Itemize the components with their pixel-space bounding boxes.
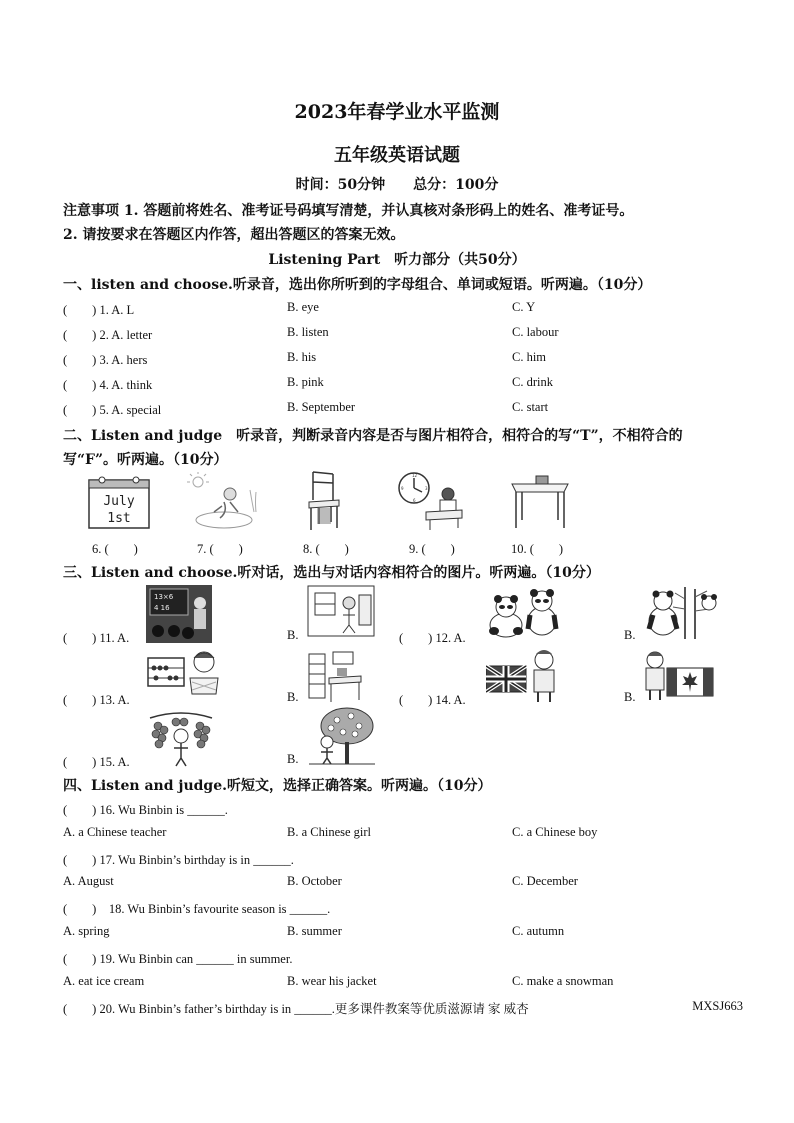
options-row (63, 825, 743, 845)
exam-subtitle: 五年级英语试题 (334, 145, 460, 166)
grapes-picture (146, 708, 216, 768)
options-row (63, 874, 743, 894)
swimming-boy-picture (184, 472, 264, 532)
option-a: A. spring (63, 924, 110, 938)
girl-shelves-picture (307, 585, 375, 637)
judge-6: 6. ( ) (92, 542, 138, 556)
option-b-13: B. (287, 690, 299, 704)
option-a: A. August (63, 874, 114, 888)
section3-title: 三、Listen and choose.听对话，选出与对话内容相符合的图片。听两遍。（10分） (63, 565, 600, 581)
options-row (63, 974, 743, 994)
question-row (63, 350, 743, 370)
board-text-2: 4 16 (154, 604, 170, 612)
option-b: B. a Chinese girl (287, 825, 372, 839)
option-c: C. a Chinese boy (512, 825, 598, 839)
girl-abacus-picture (146, 648, 226, 706)
option-b-11: B. (287, 628, 299, 642)
document-code: MXSJ663 (692, 999, 743, 1013)
board-text-1: 13×6 (154, 593, 174, 601)
classroom-picture (146, 585, 212, 643)
question-15: ( ) 15. A. (63, 755, 130, 769)
question-5: ( ) 5. A. special (63, 403, 162, 417)
apple-tree-picture (307, 706, 377, 766)
room-picture (307, 648, 363, 706)
question-row (63, 400, 743, 420)
option-a: A. a Chinese teacher (63, 825, 167, 839)
judge-7: 7. ( ) (197, 542, 243, 556)
option-c: C. drink (512, 375, 553, 389)
question-row (63, 800, 743, 820)
canada-flag-picture (643, 648, 715, 700)
clock-student-picture (396, 470, 468, 532)
option-b: B. wear his jacket (287, 974, 377, 988)
question-19: ( ) 19. Wu Binbin can ______ in summer. (63, 952, 293, 966)
question-16: ( ) 16. Wu Binbin is ______. (63, 803, 228, 817)
time-score: 时间：50分钟 总分：100分 (295, 177, 499, 193)
exam-title: 2023年春学业水平监测 (294, 101, 500, 123)
option-b: B. his (287, 350, 317, 364)
judge-9: 9. ( ) (409, 542, 455, 556)
uk-flag-picture (486, 648, 560, 702)
question-row (63, 375, 743, 395)
question-14: ( ) 14. A. (399, 693, 466, 707)
calendar-month: July (103, 494, 135, 509)
question-row (63, 999, 743, 1019)
judge-8: 8. ( ) (303, 542, 349, 556)
question-20: ( ) 20. Wu Binbin’s father’s birthday is in ______.更多课件教案等优质滋源请 家 威杏 (63, 1002, 529, 1016)
svg-text:12: 12 (412, 473, 418, 478)
option-c: C. him (512, 350, 547, 364)
question-17: ( ) 17. Wu Binbin’s birthday is in ______. (63, 853, 294, 867)
calendar-picture (86, 472, 152, 532)
section4-title: 四、Listen and judge.听短文，选择正确答案。听两遍。（10分） (63, 778, 492, 794)
question-18: ( ) 18. Wu Binbin’s favourite season is ______. (63, 902, 331, 916)
question-4: ( ) 4. A. think (63, 378, 153, 392)
option-b: B. pink (287, 375, 324, 389)
option-b-15: B. (287, 752, 299, 766)
listening-part-title: Listening Part 听力部分（共50分） (268, 252, 526, 268)
option-c: C. labour (512, 325, 559, 339)
section1-title: 一、listen and choose.听录音，选出你所听到的字母组合、单词或短语。听两遍。（10分） (63, 277, 652, 293)
section2-title-line1: 二、Listen and judge 听录音，判断录音内容是否与图片相符合，相符合的写“T”，不相符合的 (63, 428, 683, 444)
option-a: A. eat ice cream (63, 974, 145, 988)
pandas-bamboo-picture (645, 585, 719, 641)
question-1: ( ) 1. A. L (63, 303, 135, 317)
option-c: C. make a snowman (512, 974, 614, 988)
option-b-14: B. (624, 690, 636, 704)
question-3: ( ) 3. A. hers (63, 353, 148, 367)
table-picture (508, 472, 572, 530)
svg-text:9: 9 (401, 486, 404, 491)
note-1: 注意事项 1. 答题前将姓名、准考证号码填写清楚，并认真核对条形码上的姓名、准考证号。 (63, 203, 634, 219)
question-row (63, 325, 743, 345)
option-c: C. autumn (512, 924, 565, 938)
option-b-12: B. (624, 628, 636, 642)
question-row (63, 949, 743, 969)
section2-title-line2: 写“F”。听两遍。（10分） (63, 452, 228, 468)
option-b: B. September (287, 400, 356, 414)
svg-text:3: 3 (425, 486, 428, 491)
question-row (63, 899, 743, 919)
question-2: ( ) 2. A. letter (63, 328, 153, 342)
option-b: B. summer (287, 924, 342, 938)
question-12: ( ) 12. A. (399, 631, 466, 645)
question-row (63, 300, 743, 320)
option-b: B. October (287, 874, 342, 888)
judge-10: 10. ( ) (511, 542, 564, 556)
chair-picture (305, 470, 345, 532)
pandas-picture (482, 589, 566, 639)
option-c: C. December (512, 874, 578, 888)
option-c: C. start (512, 400, 549, 414)
option-b: B. eye (287, 300, 319, 314)
svg-text:6: 6 (413, 498, 416, 503)
question-row (63, 850, 743, 870)
question-13: ( ) 13. A. (63, 693, 130, 707)
option-b: B. listen (287, 325, 329, 339)
options-row (63, 924, 743, 944)
note-2: 2. 请按要求在答题区内作答，超出答题区的答案无效。 (63, 227, 405, 243)
question-11: ( ) 11. A. (63, 631, 130, 645)
option-c: C. Y (512, 300, 536, 314)
calendar-day: 1st (107, 511, 131, 526)
